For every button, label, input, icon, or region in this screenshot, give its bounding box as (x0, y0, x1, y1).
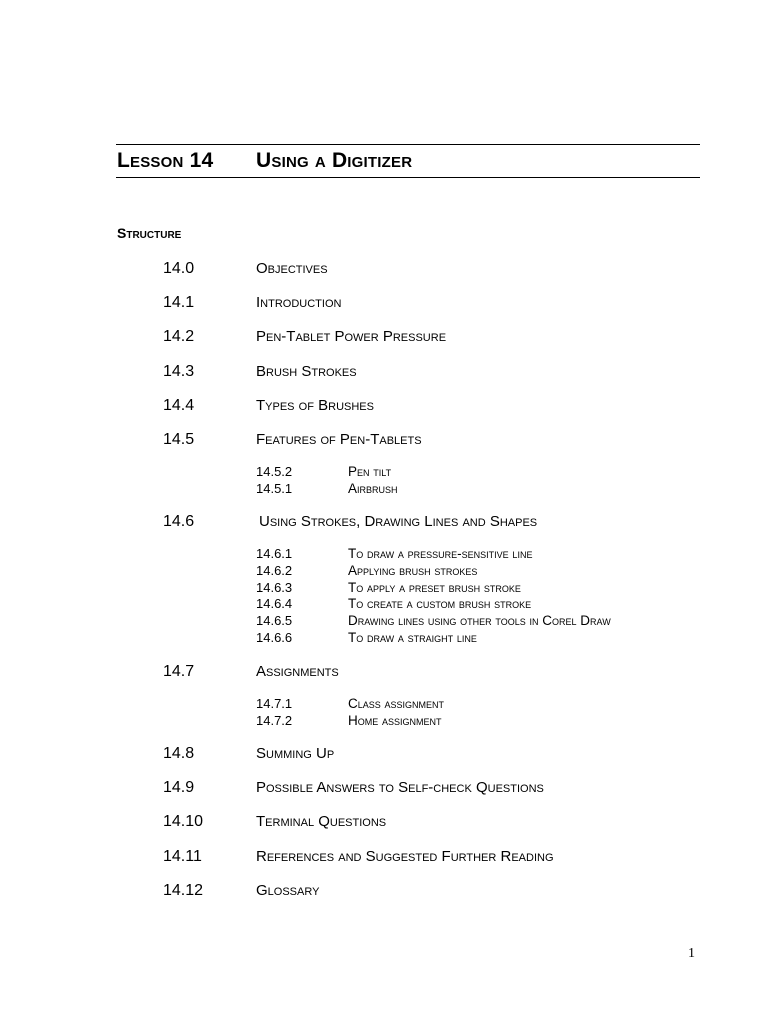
toc-number: 14.3 (163, 363, 195, 380)
toc-text: Introduction (256, 294, 342, 311)
toc-number: 14.6 (163, 513, 195, 530)
lesson-number: Lesson 14 (117, 149, 214, 172)
toc-text: Glossary (256, 882, 320, 899)
toc-subnumber: 14.5.2 (256, 464, 293, 479)
toc-subtext: Drawing lines using other tools in Corel Draw (348, 613, 611, 628)
toc-number: 14.11 (163, 848, 202, 865)
toc-subtext: Airbrush (348, 481, 398, 496)
toc-subtext: Pen tilt (348, 464, 392, 479)
toc-number: 14.2 (163, 328, 195, 345)
toc-subtext: Class assignment (348, 696, 445, 711)
toc-number: 14.12 (163, 882, 204, 899)
toc-text: Objectives (256, 260, 328, 277)
toc-text: Using Strokes, Drawing Lines and Shapes (259, 513, 538, 530)
toc-number: 14.8 (163, 745, 195, 762)
toc-subtext: To draw a pressure-sensitive line (348, 546, 533, 561)
toc-text: Brush Strokes (256, 363, 357, 380)
toc-subtext: To draw a straight line (348, 630, 477, 645)
toc-number: 14.0 (163, 260, 195, 277)
toc-subnumber: 14.6.4 (256, 596, 293, 611)
toc-subnumber: 14.7.1 (256, 696, 293, 711)
toc-text: Types of Brushes (256, 397, 374, 414)
toc-subnumber: 14.6.5 (256, 613, 293, 628)
toc-text: Features of Pen-Tablets (256, 431, 422, 448)
toc-subtext: Home assignment (348, 713, 442, 728)
toc-text: Summing Up (256, 745, 335, 762)
toc-number: 14.7 (163, 663, 195, 680)
toc-subtext: Applying brush strokes (348, 563, 478, 578)
toc-text: References and Suggested Further Reading (256, 848, 554, 865)
toc-number: 14.10 (163, 813, 204, 830)
toc-subnumber: 14.7.2 (256, 713, 293, 728)
toc-number: 14.5 (163, 431, 195, 448)
structure-heading: Structure (117, 225, 182, 241)
toc-subnumber: 14.6.6 (256, 630, 293, 645)
lesson-title-block (116, 144, 700, 178)
toc-text: Assignments (256, 663, 339, 680)
toc-number: 14.9 (163, 779, 195, 796)
page-number: 1 (688, 946, 695, 961)
toc-text: Pen-Tablet Power Pressure (256, 328, 447, 345)
toc-subtext: To apply a preset brush stroke (348, 580, 521, 595)
toc-text: Possible Answers to Self-check Questions (256, 779, 544, 796)
toc-subnumber: 14.6.3 (256, 580, 293, 595)
toc-subnumber: 14.5.1 (256, 481, 293, 496)
toc-text: Terminal Questions (256, 813, 387, 830)
toc-subnumber: 14.6.2 (256, 563, 293, 578)
toc-number: 14.4 (163, 397, 195, 414)
toc-subtext: To create a custom brush stroke (348, 596, 532, 611)
toc-number: 14.1 (163, 294, 195, 311)
lesson-title: Using a Digitizer (256, 149, 413, 172)
toc-subnumber: 14.6.1 (256, 546, 293, 561)
